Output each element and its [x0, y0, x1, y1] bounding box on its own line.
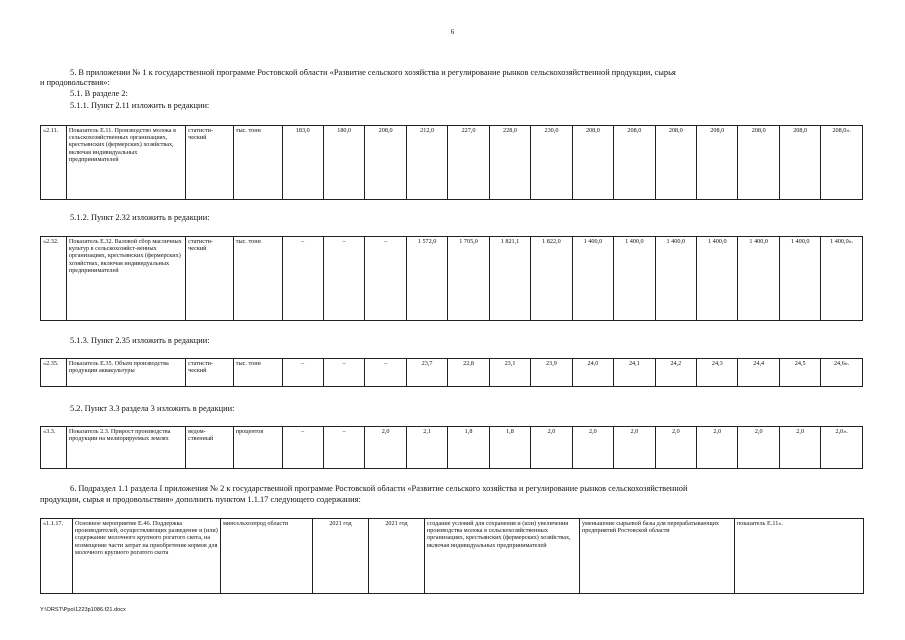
page-number: 6 — [450, 28, 455, 36]
value-cell: – — [323, 359, 364, 387]
unit: тыс. тонн — [233, 237, 282, 321]
indicator-link: показатель Е.11». — [735, 519, 864, 594]
end-year: 2021 год — [369, 519, 425, 594]
value-cell: 212,0 — [406, 126, 447, 200]
unit: тыс. тонн — [233, 359, 282, 387]
row-number: «2.35. — [41, 359, 67, 387]
value-cell: 227,0 — [448, 126, 489, 200]
value-cell: 24,1 — [614, 359, 655, 387]
row-number: «3.3. — [41, 427, 67, 469]
paragraph-5-line2: и продовольствия»: — [40, 78, 110, 87]
value-cell: 23,1 — [489, 359, 530, 387]
indicator-type: статисти-ческий — [186, 237, 234, 321]
paragraph-5-line1: 5. В приложении № 1 к государственной программе Ростовской области «Развитие сельского хозяйства и регулирование рынков сельскохозяйственной продукции, сырья — [70, 68, 676, 77]
value-cell: 24,5 — [779, 359, 820, 387]
value-cell: 24,2 — [655, 359, 696, 387]
value-cell: – — [365, 359, 406, 387]
value-cell: 208,0 — [738, 126, 779, 200]
table-row-2-32 — [40, 236, 863, 321]
value-cell: – — [282, 237, 323, 321]
value-cell: 183,0 — [282, 126, 323, 200]
value-cell: 2,0 — [697, 427, 738, 469]
paragraph-5-2: 5.2. Пункт 3.3 раздела 3 изложить в редакции: — [70, 404, 235, 413]
table-row-1-1-17 — [40, 518, 864, 594]
value-cell: – — [323, 237, 364, 321]
value-cell: 1 822,0 — [531, 237, 572, 321]
indicator-type: ведом-ственный — [186, 427, 234, 469]
value-cell: 228,0 — [489, 126, 530, 200]
value-cell: 24,0 — [572, 359, 613, 387]
value-cell: 2,0 — [365, 427, 406, 469]
value-cell: 1 821,1 — [489, 237, 530, 321]
row-number: «1.1.17. — [41, 519, 73, 594]
paragraph-5-1: 5.1. В разделе 2: — [70, 89, 128, 98]
paragraph-5-1-1: 5.1.1. Пункт 2.11 изложить в редакции: — [70, 101, 210, 110]
table-row-2-11 — [40, 125, 863, 200]
expected-result: создание условий для сохранения и (или) увеличения производства молока в сельскохозяйственных организациях, крестьянских (фермерских) хозяйствах, включая индивидуальных предпринимателей — [425, 519, 580, 594]
start-year: 2021 год — [313, 519, 369, 594]
value-cell: 1 400,0 — [614, 237, 655, 321]
unit: процентов — [233, 427, 282, 469]
non-implementation-consequence: уменьшение сырьевой базы для перерабатывающих предприятий Ростовской области — [580, 519, 735, 594]
value-cell: 1 400,0 — [697, 237, 738, 321]
value-cell: 180,0 — [323, 126, 364, 200]
measure-name: Основное мероприятие Е.46. Поддержка производителей, осуществляющих разведение и (или) содержание молочного крупного рогатого скота, на возмещение части затрат на приобретение кормов для молочного крупного рогатого скота — [73, 519, 221, 594]
indicator-name: Показатель 2.3. Прирост производства продукции на мелиорируемых землях — [66, 427, 185, 469]
indicator-name: Показатель Е.32. Валовой сбор масличных культур в сельскохозяйст-венных организациях, крестьянских (фермерских) хозяйствах, включая индивидуальных предпринимателей — [66, 237, 185, 321]
value-cell: 24,3 — [697, 359, 738, 387]
value-cell: 1 705,0 — [448, 237, 489, 321]
value-cell: 23,7 — [406, 359, 447, 387]
paragraph-5-1-3: 5.1.3. Пункт 2.35 изложить в редакции: — [70, 336, 210, 345]
value-cell: 1 572,0 — [406, 237, 447, 321]
value-cell: 208,0». — [821, 126, 863, 200]
row-number: «2.11. — [41, 126, 67, 200]
value-cell: 22,8 — [448, 359, 489, 387]
value-cell: 1 400,0». — [821, 237, 863, 321]
value-cell: – — [282, 427, 323, 469]
paragraph-6-line2: продукции, сырья и продовольствия» дополнить пунктом 1.1.17 следующего содержания: — [40, 495, 361, 504]
table-row-3-3 — [40, 426, 863, 469]
table-row-2-35 — [40, 358, 863, 387]
value-cell: 2,0 — [531, 427, 572, 469]
value-cell: 2,0 — [738, 427, 779, 469]
indicator-type: статисти-ческий — [186, 126, 234, 200]
executor: минсельхозпрод области — [221, 519, 313, 594]
value-cell: 208,0 — [572, 126, 613, 200]
value-cell: 208,0 — [365, 126, 406, 200]
value-cell: 23,9 — [531, 359, 572, 387]
value-cell: 2,0 — [614, 427, 655, 469]
value-cell: 2,1 — [406, 427, 447, 469]
value-cell: 2,0 — [779, 427, 820, 469]
value-cell: 208,0 — [655, 126, 696, 200]
value-cell: 1 400,0 — [738, 237, 779, 321]
value-cell: 2,0». — [821, 427, 863, 469]
indicator-name: Показатель Е.11. Производство молока в сельскохозяйственных организациях, крестьянских (фермерских) хозяйствах, включая индивидуальных предпринимателей — [66, 126, 185, 200]
value-cell: 1 400,0 — [655, 237, 696, 321]
value-cell: 1,8 — [448, 427, 489, 469]
row-number: «2.32. — [41, 237, 67, 321]
value-cell: 230,0 — [531, 126, 572, 200]
value-cell: 2,0 — [572, 427, 613, 469]
unit: тыс. тонн — [233, 126, 282, 200]
value-cell: – — [365, 237, 406, 321]
value-cell: 1,8 — [489, 427, 530, 469]
value-cell: 1 400,0 — [572, 237, 613, 321]
value-cell: 24,6». — [821, 359, 863, 387]
value-cell: 1 400,0 — [779, 237, 820, 321]
value-cell: 2,0 — [655, 427, 696, 469]
value-cell: 24,4 — [738, 359, 779, 387]
file-path-footer: Y:\ORST\Ppo\1223p1086.f21.docx — [40, 607, 126, 613]
value-cell: – — [323, 427, 364, 469]
indicator-type: статисти-ческий — [186, 359, 234, 387]
value-cell: – — [282, 359, 323, 387]
paragraph-6-line1: 6. Подраздел 1.1 раздела I приложения № 2 к государственной программе Ростовской области «Развитие сельского хозяйства и регулирование рынков сельскохозяйственной — [70, 484, 688, 493]
paragraph-5-1-2: 5.1.2. Пункт 2.32 изложить в редакции: — [70, 213, 210, 222]
value-cell: 208,0 — [614, 126, 655, 200]
value-cell: 208,0 — [697, 126, 738, 200]
value-cell: 208,0 — [779, 126, 820, 200]
indicator-name: Показатель Е.35. Объем производства продукции аквакультуры — [66, 359, 185, 387]
